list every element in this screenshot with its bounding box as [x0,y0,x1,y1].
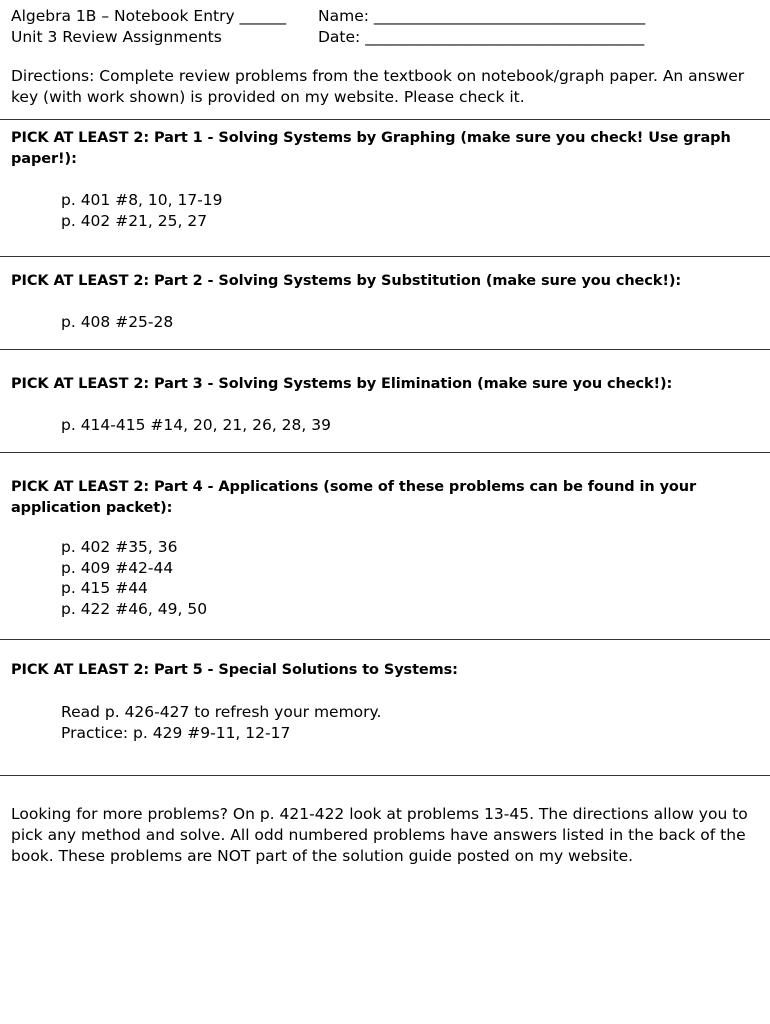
problem-list [61,312,759,333]
problem-item: p. 408 #25-28 [61,313,174,331]
problem-list [61,415,759,436]
problem-item: p. 401 #8, 10, 17-19 [61,191,223,209]
problem-list [61,190,759,231]
problem-item: p. 409 #42-44 [61,558,174,577]
section-part-5 [11,660,759,743]
divider [0,349,770,350]
section-part-4 [11,477,759,619]
divider [0,452,770,453]
divider [0,119,770,120]
section-heading: PICK AT LEAST 2: Part 3 - Solving Systems by Elimination (make sure you check!): [11,376,673,392]
divider [0,775,770,776]
problem-item: p. 422 #46, 49, 50 [61,599,208,618]
date-field-label: Date: ____________________________________ [318,28,645,46]
problem-item: Practice: p. 429 #9-11, 12-17 [61,723,291,742]
worksheet-header [11,6,761,48]
divider [0,256,770,257]
problem-item: Read p. 426-427 to refresh your memory. [61,703,382,721]
problem-item: p. 402 #35, 36 [61,538,178,556]
section-part-2 [11,271,759,333]
name-field-label: Name: ___________________________________ [318,7,646,25]
section-heading: PICK AT LEAST 2: Part 2 - Solving Systems by Substitution (make sure you check!): [11,273,682,289]
divider [0,639,770,640]
worksheet-title: Algebra 1B – Notebook Entry ______ [11,7,287,25]
worksheet-subtitle: Unit 3 Review Assignments [11,28,222,46]
section-heading: PICK AT LEAST 2: Part 1 - Solving Systems by Graphing (make sure you check! Use graph paper!): [11,130,731,167]
footer-note: Looking for more problems? On p. 421-422 look at problems 13-45. The directions allow you to pick any method and solve. All odd numbered problems have answers listed in the back of the book. These problems are NOT part of the solution guide posted on my website. [11,805,748,865]
problem-item: p. 415 #44 [61,579,148,597]
problem-list [61,702,759,743]
directions-text: Directions: Complete review problems from the textbook on notebook/graph paper. An answer key (with work shown) is provided on my website. Please check it. [11,67,745,106]
section-part-1 [11,128,759,231]
problem-item: p. 414-415 #14, 20, 21, 26, 28, 39 [61,416,331,434]
problem-item: p. 402 #21, 25, 27 [61,211,208,230]
section-heading: PICK AT LEAST 2: Part 4 - Applications (some of these problems can be found in your application packet): [11,479,697,516]
section-heading: PICK AT LEAST 2: Part 5 - Special Solutions to Systems: [11,662,458,678]
problem-list [61,537,759,619]
section-part-3 [11,374,759,436]
